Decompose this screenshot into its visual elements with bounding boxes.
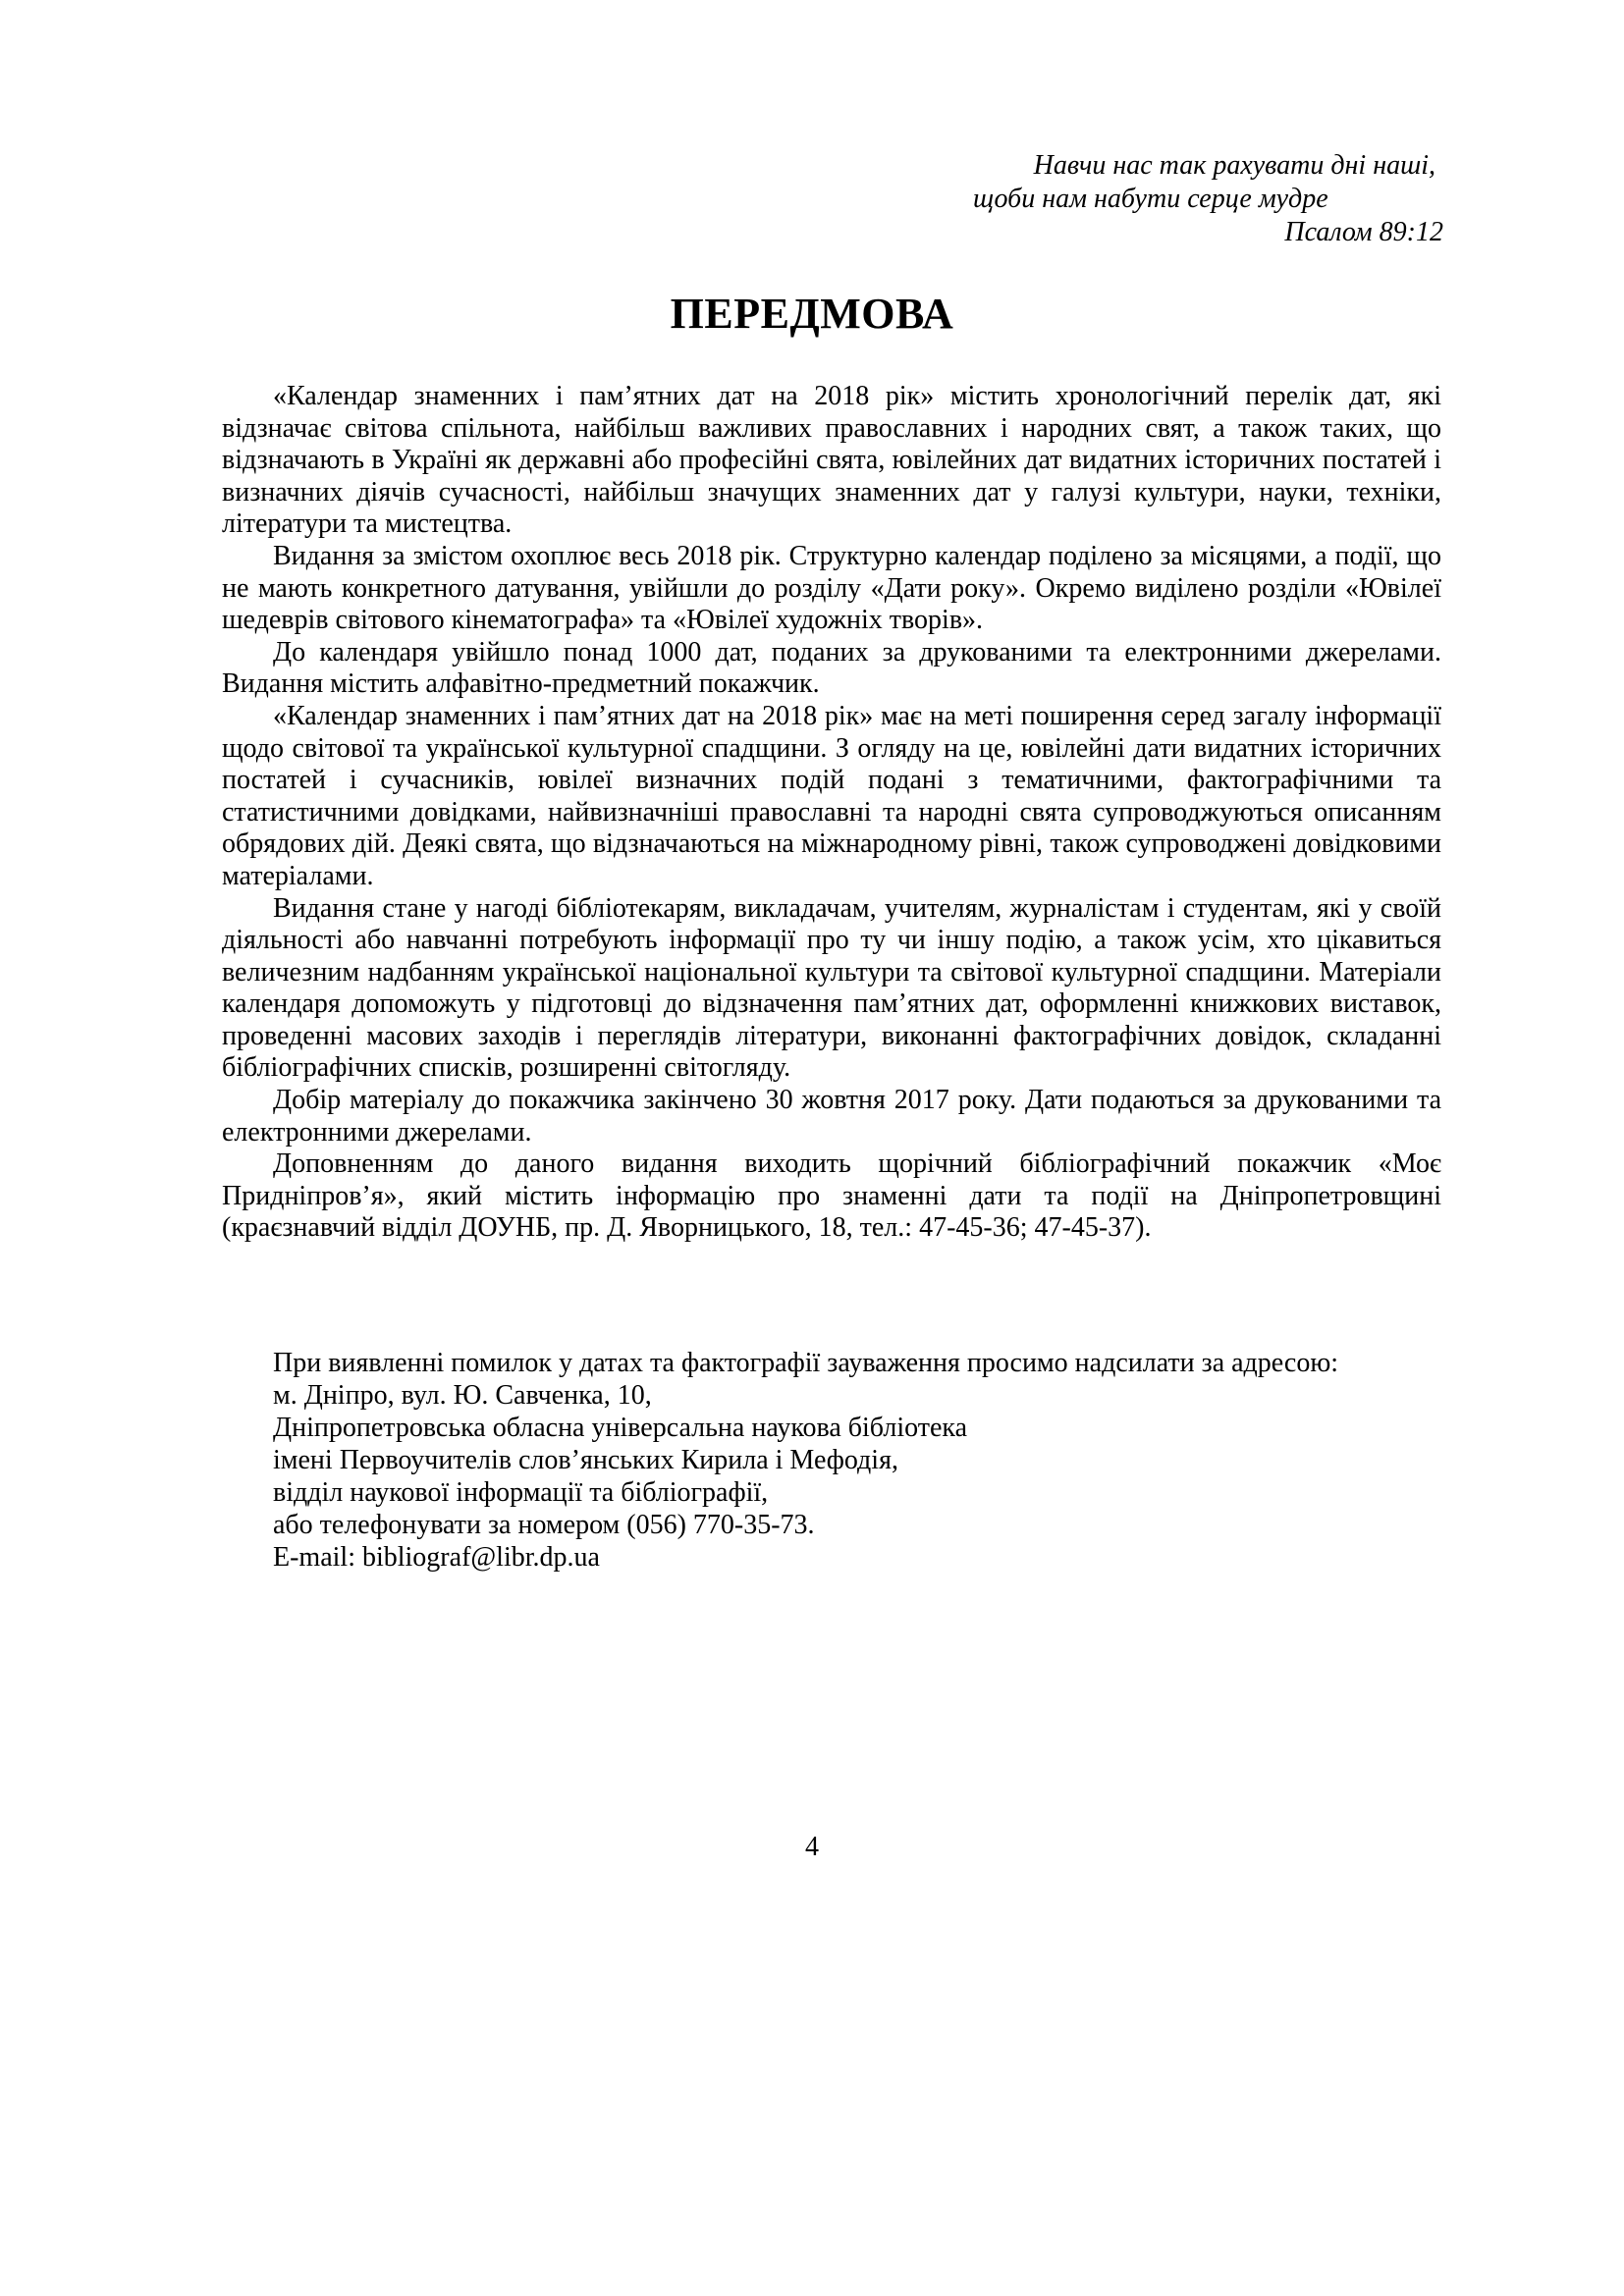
preface-body [222, 381, 1441, 1245]
contact-address: м. Дніпро, вул. Ю. Савченка, 10, [273, 1380, 652, 1411]
epigraph [884, 149, 1443, 249]
contact-department: відділ наукової інформації та бібліографії, [273, 1477, 769, 1508]
contact-library: Дніпропетровська обласна універсальна наукова бібліотека [273, 1413, 968, 1443]
epigraph-line-2: щоби нам набути серце мудре [973, 184, 1328, 214]
paragraph: «Календар знаменних і пам’ятних дат на 2018 рік» містить хронологічний перелік дат, які відзначає світова спільнота, найбільш важливих православних і народних свят, а також таких, що відзначають в Україні як державні або професійні свята, ювілейних дат видатних історичних постатей і визначних діячів сучасності, найбільш значущих знаменних дат у галузі культури, науки, техніки, літератури та мистецтва. [222, 381, 1441, 540]
contact-email: E-mail: bibliograf@libr.dp.ua [273, 1542, 600, 1573]
contact-block [273, 1347, 1451, 1574]
page-title: ПЕРЕДМОВА [670, 290, 954, 338]
contact-intro: При виявленні помилок у датах та фактографії зауваження просимо надсилати за адресою: [273, 1348, 1339, 1378]
paragraph: «Календар знаменних і пам’ятних дат на 2018 рік» має на меті поширення серед загалу інформації щодо світової та української культурної спадщини. З огляду на це, ювілейні дати видатних історичних постатей і сучасників, ювілеї визначних подій подані з тематичними, фактографічними та статистичними довідками, найвизначніші православні та народні свята супроводжуються описанням обрядових дій. Деякі свята, що відзначаються на міжнародному рівні, також супроводжені довідковими матеріалами. [222, 700, 1441, 891]
paragraph: Доповненням до даного видання виходить щорічний бібліографічний покажчик «Моє Придніпров’я», який містить інформацію про знаменні дати та події на Дніпропетровщині (краєзнавчий відділ ДОУНБ, пр. Д. Яворницького, 18, тел.: 47-45-36; 47-45-37). [222, 1148, 1441, 1244]
epigraph-line-1: Навчи нас так рахувати дні наші, [1033, 150, 1435, 181]
paragraph: Добір матеріалу до покажчика закінчено 30 жовтня 2017 року. Дати подаються за друкованими та електронними джерелами. [222, 1085, 1441, 1148]
page-number: 4 [805, 1832, 819, 1862]
epigraph-source: Псалом 89:12 [1284, 217, 1443, 247]
paragraph: Видання за змістом охоплює весь 2018 рік. Структурно календар поділено за місяцями, а події, що не мають конкретного датування, увійшли до розділу «Дати року». Окремо виділено розділи «Ювілеї шедеврів світового кінематографа» та «Ювілеї художніх творів». [222, 540, 1441, 636]
paragraph: До календаря увійшло понад 1000 дат, поданих за друкованими та електронними джерелами. Видання містить алфавітно-предметний покажчик. [222, 636, 1441, 700]
contact-library-name: імені Первоучителів слов’янських Кирила і Мефодія, [273, 1445, 898, 1475]
paragraph: Видання стане у нагоді бібліотекарям, викладачам, учителям, журналістам і студентам, які у своїй діяльності або навчанні потребують інформації про ту чи іншу подію, а також усім, хто цікавиться величезним надбанням української національної культури та світової культурної спадщини. Матеріали календаря допоможуть у підготовці до відзначення пам’ятних дат, оформленні книжкових виставок, проведенні масових заходів і переглядів літератури, виконанні фактографічних довідок, складанні бібліографічних списків, розширенні світогляду. [222, 892, 1441, 1084]
contact-phone: або телефонувати за номером (056) 770-35-73. [273, 1510, 815, 1540]
